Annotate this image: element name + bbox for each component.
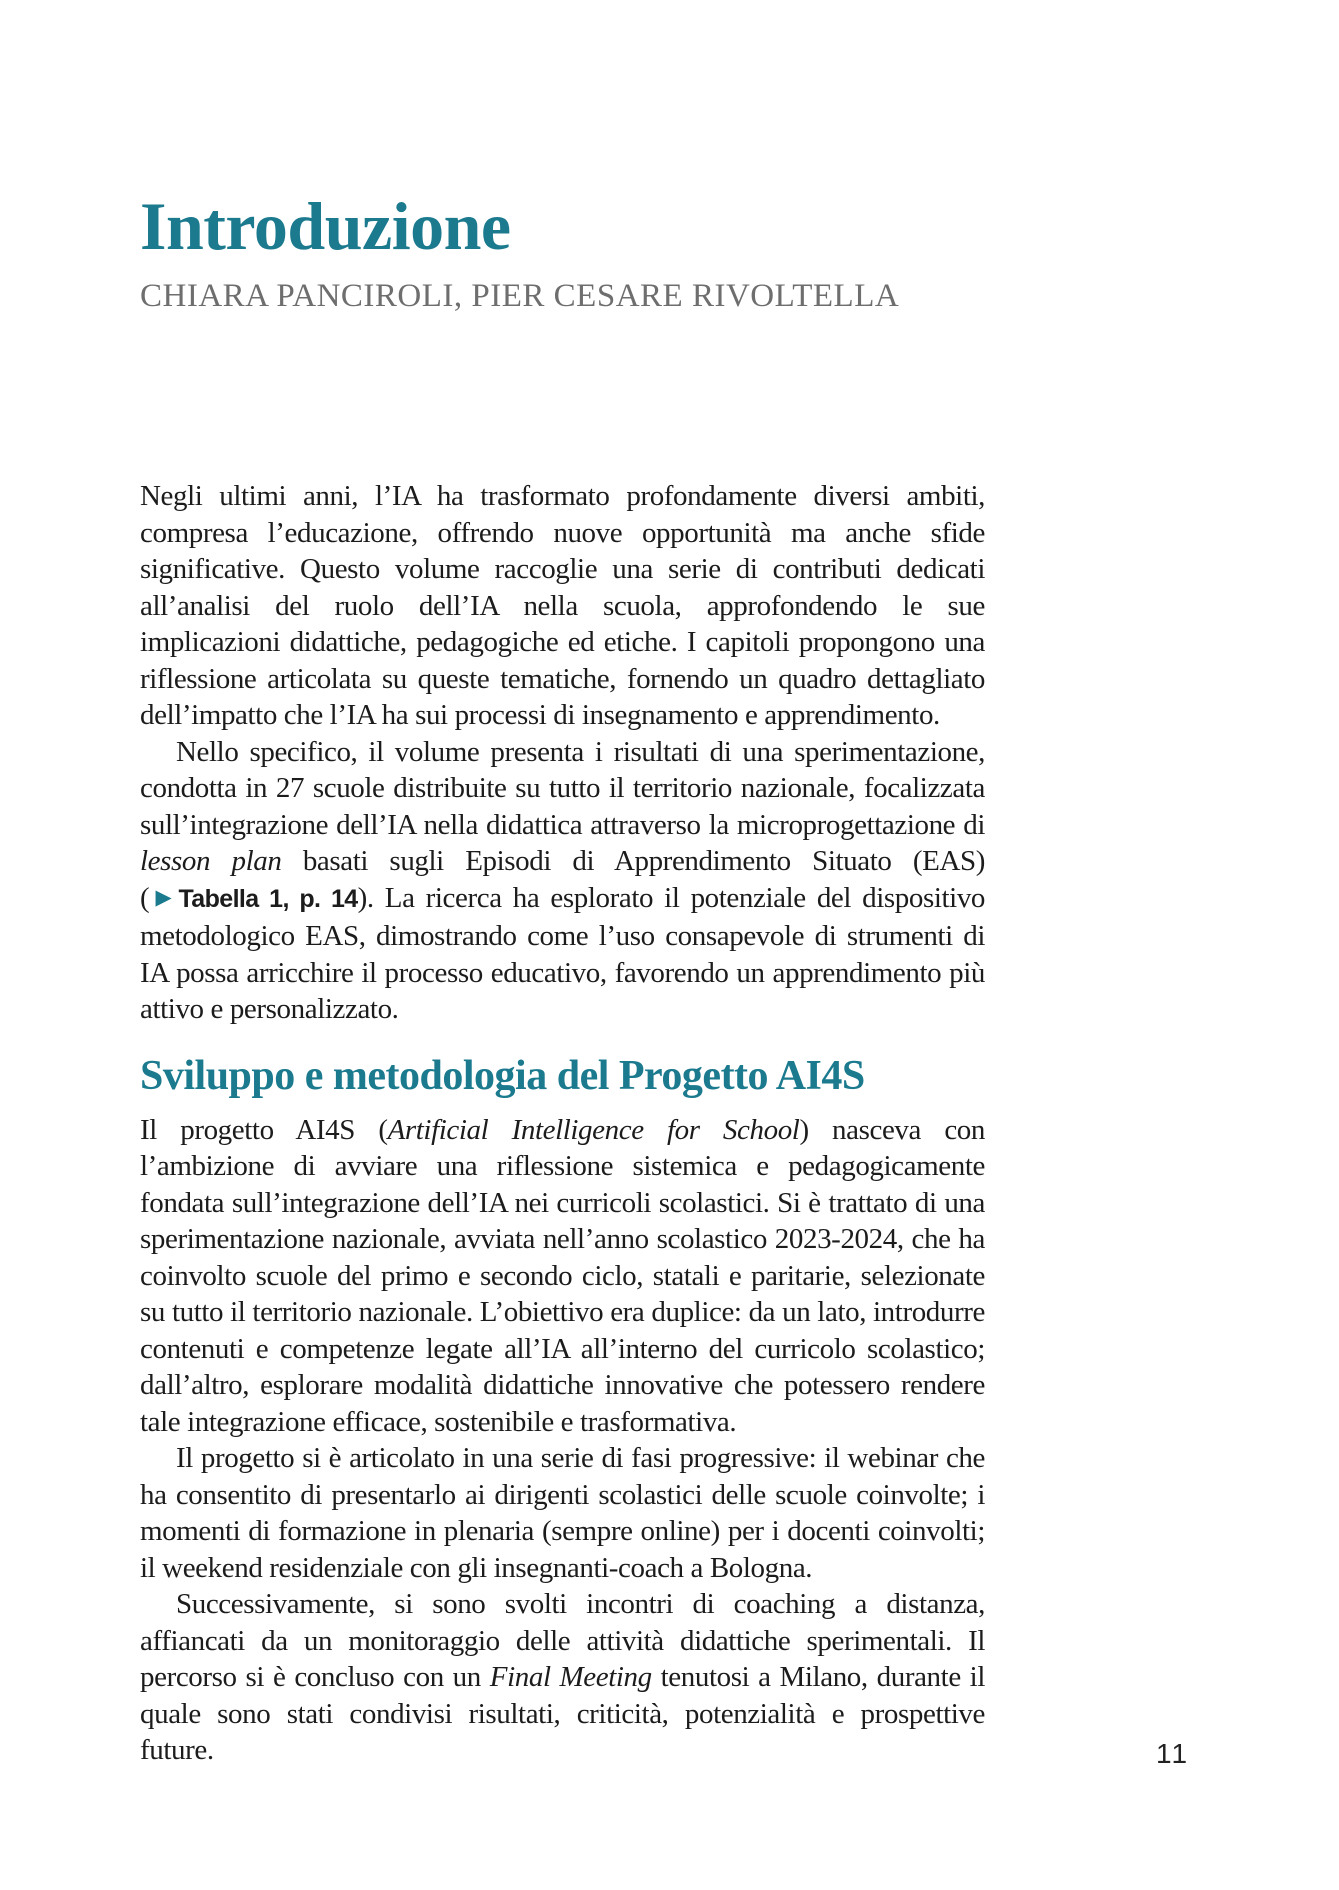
- text-run: Il progetto si è articolato in una serie di fasi progressive: il webinar che ha consentito di presentarlo ai dirigenti scolastici delle scuole coinvolte; i momenti di formazione in plenaria (sempre online) per i docenti coinvolti; il weekend residenziale con gli insegnanti-coach a Bologna.: [140, 1442, 985, 1584]
- paragraph: [140, 1440, 985, 1586]
- text-run: ). La ricerca ha esplorato il potenziale del dispositivo metodologico EAS, dimostrando come l’uso consapevole di strumenti di IA possa arricchire il processo educativo, favorendo un apprendimento più attivo e personalizzato.: [140, 881, 986, 1025]
- text-run: Negli ultimi anni, l’IA ha trasformato profondamente diversi ambiti, compresa l’educazione, offrendo nuove opportunità ma anche sfide significative. Questo volume raccoglie una serie di contributi dedicati all’analisi del ruolo dell’IA nella scuola, approfondendo le sue implicazioni didattiche, pedagogiche ed etiche. I capitoli propongono una riflessione articolata su queste tematiche, fornendo un quadro dettagliato dell’impatto che l’IA ha sui processi di insegnamento e apprendimento.: [140, 480, 985, 731]
- text-run: Nello specifico, il volume presenta i risultati di una sperimentazione, condotta in 27 scuole distribuite su tutto il territorio nazionale, focalizzata sull’integrazione dell’IA nella didattica attraverso la microprogettazione di: [140, 735, 985, 841]
- text-run: Final Meeting: [489, 1661, 652, 1693]
- text-run: Il progetto AI4S (: [140, 1113, 388, 1146]
- text-run: ) nasceva con l’ambizione di avviare una riflessione sistemica e pedagogicamente fondata sull’integrazione dell’IA nei curricoli scolastici. Si è trattato di una sperimentazione nazionale, avviata nell’anno scolastico 2023-2024, che ha coinvolto scuole del primo e secondo ciclo, statali e paritarie, selezionate su tutto il territorio nazionale. L’obiettivo era duplice: da un lato, introdurre contenuti e competenze legate all’IA all’interno del curricolo scolastico; dall’altro, esplorare modalità didattiche innovative che potessero rendere tale integrazione efficace, sostenibile e trasformativa.: [140, 1113, 985, 1438]
- text-run: Artificial Intelligence for School: [387, 1113, 800, 1146]
- chapter-title: Introduzione: [140, 187, 511, 264]
- paragraph: [140, 478, 985, 734]
- text-run: tenutosi a Milano, durante il quale sono stati condivisi risultati, criticità, potenzialità e prospettive future.: [140, 1661, 985, 1766]
- paragraph: [140, 1112, 985, 1441]
- page-number: 11: [1156, 1738, 1190, 1769]
- table-ref-arrow-icon: ▶: [151, 884, 176, 909]
- section-heading: Sviluppo e metodologia del Progetto AI4S: [140, 1052, 865, 1099]
- text-run: Successivamente, si sono svolti incontri di coaching a distanza, affiancati da un monitoraggio delle attività didattiche sperimentali. Il percorso si è concluso con un: [140, 1588, 985, 1693]
- paragraph: [140, 1586, 985, 1769]
- paragraph: [140, 734, 985, 1028]
- text-run: basati sugli Episodi di Apprendimento Situato (EAS) (: [140, 845, 985, 914]
- chapter-authors: CHIARA PANCIROLI, PIER CESARE RIVOLTELLA: [140, 278, 900, 314]
- body-text: [140, 478, 985, 1769]
- text-run: lesson plan: [140, 845, 282, 877]
- table-reference: Tabella 1, p. 14: [178, 884, 358, 913]
